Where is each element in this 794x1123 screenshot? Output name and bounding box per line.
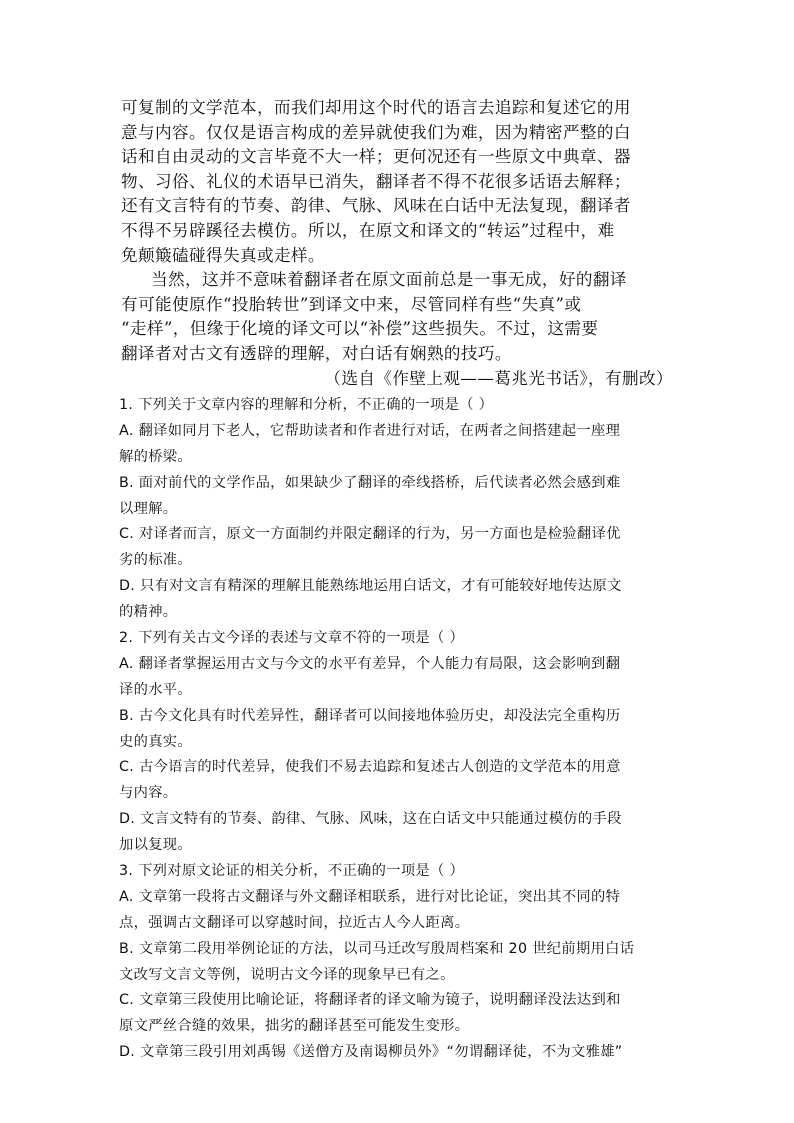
question-line: 原文严丝合缝的效果，拙劣的翻译甚至可能发生变形。 [119,1018,470,1035]
question-line: 1. 下列关于文章内容的理解和分析，不正确的一项是（ ） [119,397,494,413]
question-line: 3. 下列对原文论证的相关分析，不正确的一项是（ ） [119,863,465,880]
question-line: A. 翻译者掌握运用古文与今文的水平有差异，个人能力有局限，这会影响到翻 [119,655,621,672]
question-line: 与内容。 [119,785,178,802]
question-line: C. 对译者而言，原文一方面制约并限定翻译的行为，另一方面也是检验翻译优 [119,526,621,543]
question-line: A. 文章第一段将古文翻译与外文翻译相联系，进行对比论证，突出其不同的特 [119,888,621,905]
question-line: C. 古今语言的时代差异，使我们不易去追踪和复述古人创造的文学范本的用意 [119,759,621,776]
passage-line: 还有文言特有的节奏、韵律、气脉、风味在白话中无法复现，翻译者 [121,196,631,216]
passage-line: 当然，这并不意味着翻译者在原文面前总是一事无成，好的翻译 [151,270,627,290]
question-line: 2. 下列有关古文今译的表述与文章不符的一项是（ ） [119,630,465,647]
question-line: 加以复现。 [119,837,192,854]
passage-line: 可复制的文学范本，而我们却用这个时代的语言去追踪和复述它的用 [121,98,631,117]
passage-line: 意与内容。仅仅是语言构成的差异就使我们为难，因为精密严整的白 [121,122,631,142]
question-line: A. 翻译如同月下老人，它帮助读者和作者进行对话，在两者之间搭建起一座理 [119,422,621,439]
question-line: D. 只有对文言有精深的理解且能熟练地运用白话文，才有可能较好地传达原文 [119,578,622,595]
passage-line: 翻译者对古文有透辟的理解，对白话有娴熟的技巧。 [121,343,512,363]
question-line: D. 文言文特有的节奏、韵律、气脉、风味，这在白话文中只能通过模仿的手段 [119,811,622,828]
passage-source: （选自《作壁上观——葛兆光书话》，有删改） [324,368,673,388]
question-line: B. 古今文化具有时代差异性，翻译者可以间接地体验历史，却没法完全重构历 [119,707,621,724]
passage-line: 话和自由灵动的文言毕竟不大一样；更何况还有一些原文中典章、器 [121,147,631,167]
reading-passage [121,96,681,391]
passage-line: 物、习俗、礼仪的术语早已消失，翻译者不得不花很多话语去解释； [121,171,631,191]
question-line: B. 文章第二段用举例论证的方法，以司马迁改写殷周档案和 20 世纪前期用白话 [119,940,635,957]
passage-line: 有可能使原作“投胎转世”到译文中来，尽管同样有些“失真”或 [121,294,582,314]
question-line: B. 面对前代的文学作品，如果缺少了翻译的牵线搭桥，后代读者必然会感到难 [119,474,621,491]
question-line: D. 文章第三段引用刘禹锡《送僧方及南谒柳员外》“勿谓翻译徒，不为文雅雄” [119,1044,623,1061]
passage-line: “走样”，但缘于化境的译文可以“补偿”这些损失。不过，这需要 [121,319,599,339]
passage-line: 免颠簸磕碰得失真或走样。 [121,245,325,265]
question-line: 译的水平。 [119,681,192,698]
question-section [119,393,685,1066]
question-line: 点，强调古文翻译可以穿越时间，拉近古人今人距离。 [119,914,470,931]
question-line: C. 文章第三段使用比喻论证，将翻译者的译文喻为镜子，说明翻译没法达到和 [119,992,621,1009]
question-line: 文改写文言文等例，说明古文今译的现象早已有之。 [119,966,455,983]
question-line: 解的桥梁。 [119,448,192,465]
question-line: 以理解。 [119,500,178,517]
passage-line: 不得不另辟蹊径去模仿。所以，在原文和译文的“转运”过程中，难 [121,220,615,240]
question-line: 的精神。 [119,604,178,621]
question-line: 劣的标准。 [119,552,192,569]
question-line: 史的真实。 [119,733,192,750]
